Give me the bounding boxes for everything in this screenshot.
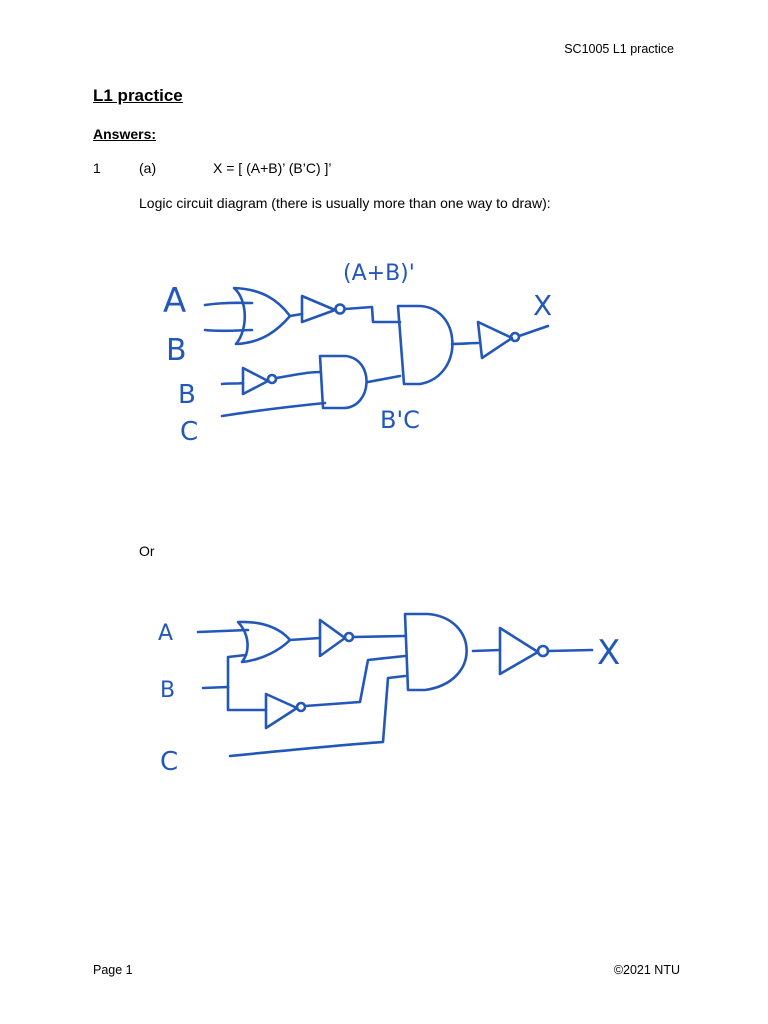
input-label-b: B (166, 333, 187, 368)
wire-b-down (228, 687, 266, 710)
diagram-description: Logic circuit diagram (there is usually more than one way to draw): (139, 195, 551, 211)
not-bubble-1 (336, 305, 345, 314)
not-bubble-2 (268, 375, 276, 383)
wire-or-not (290, 314, 302, 316)
footer-copyright: ©2021 NTU (613, 963, 680, 977)
not-gate-2 (266, 694, 297, 728)
wire-not2-and2 (276, 372, 320, 378)
logic-circuit-diagram-2 (0, 600, 768, 780)
input-label-c: C (180, 417, 199, 447)
wire-not1-and (353, 636, 405, 637)
and-gate-2 (320, 356, 367, 408)
output-label-x: X (533, 289, 553, 322)
wire-not2-and (305, 656, 405, 706)
label-a-plus-b-complement: (A+B)' (343, 261, 415, 286)
output-label-x: X (597, 633, 621, 673)
answers-heading: Answers: (93, 126, 157, 142)
wire-b (205, 330, 252, 331)
wire-out (519, 326, 548, 336)
input-label-b2: B (178, 380, 196, 410)
wire-out (548, 650, 592, 651)
not-gate-1 (320, 620, 345, 656)
input-label-a: A (163, 281, 187, 321)
question-part: (a) (139, 160, 157, 176)
or-gate-1 (234, 288, 290, 344)
wire-b2 (222, 383, 243, 384)
wire-not1-and (345, 307, 400, 322)
wire-and1-not3 (452, 343, 478, 344)
wire-and-not3 (473, 650, 500, 651)
wire-a (198, 630, 248, 632)
label-b-complement-c: B'C (380, 406, 420, 434)
footer-page-number: Page 1 (93, 963, 133, 977)
wire-c (230, 676, 405, 756)
wire-and2-and1 (368, 376, 400, 382)
not-bubble-2 (297, 703, 305, 711)
wire-c (222, 403, 325, 416)
wire-or-not (290, 638, 320, 640)
boolean-expression: X = [ (A+B)’ (B’C) ]’ (213, 160, 332, 176)
not-bubble-3 (511, 333, 519, 341)
header-course-label: SC1005 L1 practice (564, 42, 674, 56)
and-gate-1 (405, 614, 467, 690)
input-label-c: C (160, 747, 179, 777)
not-gate-2 (243, 368, 268, 394)
question-number: 1 (93, 160, 101, 176)
not-gate-1 (302, 296, 335, 322)
not-bubble-3 (538, 646, 548, 656)
and-gate-1 (398, 306, 452, 384)
page-title: L1 practice (93, 86, 183, 105)
or-label: Or (139, 543, 155, 559)
not-gate-3 (500, 628, 538, 674)
wire-b (203, 687, 228, 688)
input-label-b: B (160, 678, 176, 703)
wire-a (205, 303, 252, 305)
not-gate-3 (478, 322, 512, 358)
input-label-a: A (158, 621, 174, 646)
logic-circuit-diagram-1 (0, 240, 768, 450)
